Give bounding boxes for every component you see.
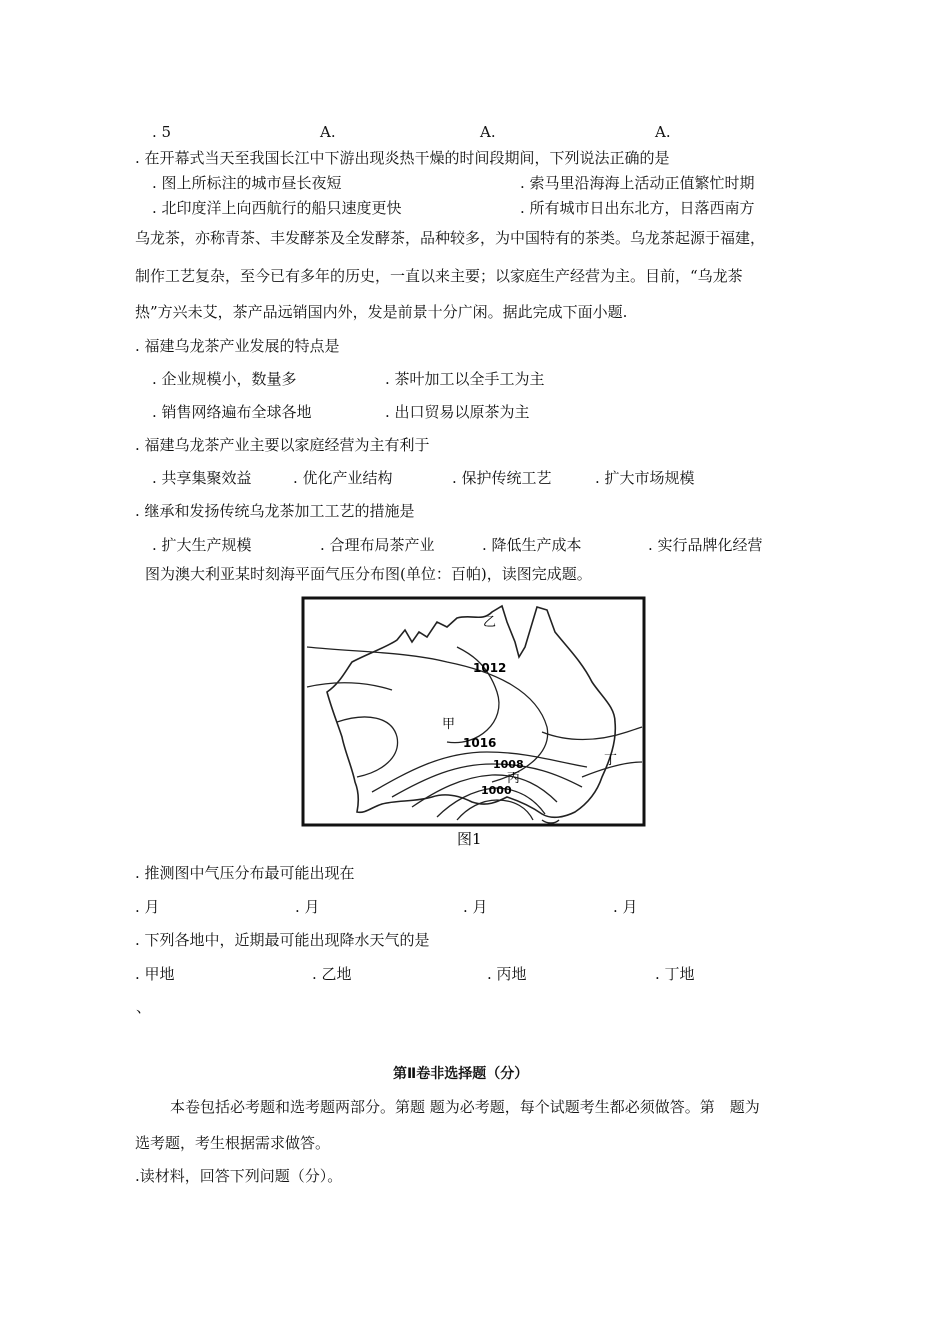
tea-paragraph-line: 制作工艺复杂，至今已有多年的历史，一直以来主要；以家庭生产经营为主。目前，“乌龙茶: [135, 267, 743, 285]
map-label: 丙: [507, 771, 521, 786]
option-c: . 销售网络遍布全球各地: [152, 403, 312, 421]
option-b: . 月: [295, 898, 320, 916]
option-d: . 实行品牌化经营: [648, 536, 763, 554]
option-b: . 索马里沿海海上活动正值繁忙时期: [520, 174, 755, 192]
option-c: A.: [480, 123, 496, 141]
option-a: . 图上所标注的城市昼长夜短: [152, 174, 342, 192]
map-label: 1008: [493, 758, 524, 771]
question-tea-3: . 继承和发扬传统乌龙茶加工工艺的措施是: [135, 502, 415, 520]
tea-paragraph-line: 乌龙茶，亦称青茶、丰发酵茶及全发酵茶，品种较多，为中国特有的茶类。乌龙茶起源于福建，: [135, 229, 766, 247]
section-title: 第Ⅱ卷非选择题（分）: [393, 1066, 529, 1082]
option-d: A.: [655, 123, 671, 141]
option-a: . 月: [135, 898, 160, 916]
option-c: . 北印度洋上向西航行的船只速度更快: [152, 199, 402, 217]
option-a: . 共享集聚效益: [152, 469, 252, 487]
isobar-map-figure: [297, 592, 653, 850]
option-a: . 企业规模小，数量多: [152, 370, 297, 388]
question-period: . 在开幕式当天至我国长江中下游出现炎热干燥的时间段期间，下列说法正确的是: [135, 149, 670, 167]
map-label: 1000: [481, 784, 512, 797]
map-caption: 图1: [457, 830, 482, 848]
option-c: . 月: [463, 898, 488, 916]
stray-mark: 、: [136, 998, 152, 1016]
map-label: 甲: [442, 717, 456, 732]
option-d: . 月: [613, 898, 638, 916]
question-month: . 推测图中气压分布最可能出现在: [135, 864, 355, 882]
map-label: 1012: [473, 661, 507, 675]
question-rain: . 下列各地中，近期最可能出现降水天气的是: [135, 931, 430, 949]
option-b: . 茶叶加工以全手工为主: [385, 370, 545, 388]
question-tea-1: . 福建乌龙茶产业发展的特点是: [135, 337, 340, 355]
option-c: . 保护传统工艺: [452, 469, 552, 487]
option-a: . 扩大生产规模: [152, 536, 252, 554]
option-d: . 出口贸易以原茶为主: [385, 403, 530, 421]
option-b: . 乙地: [312, 965, 352, 983]
option-a: . 5: [152, 123, 172, 141]
map-label: 乙: [483, 615, 497, 630]
question-tea-2: . 福建乌龙茶产业主要以家庭经营为主有利于: [135, 436, 430, 454]
section-paragraph-line: 本卷包括必考题和选考题两部分。第题 题为必考题，每个试题考生都必须做答。第 题为: [170, 1098, 760, 1116]
option-b: . 合理布局茶产业: [320, 536, 435, 554]
option-d: . 扩大市场规模: [595, 469, 695, 487]
option-c: . 丙地: [487, 965, 527, 983]
option-b: A.: [320, 123, 336, 141]
map-frame: [303, 598, 644, 825]
option-a: . 甲地: [135, 965, 175, 983]
question-material: .读材料，回答下列问题（分）。: [135, 1167, 343, 1185]
map-label: 丁: [604, 753, 618, 768]
section-paragraph-line: 选考题，考生根据需求做答。: [135, 1134, 331, 1152]
option-b: . 优化产业结构: [293, 469, 393, 487]
map-label: 1016: [463, 736, 497, 750]
option-d: . 丁地: [655, 965, 695, 983]
option-c: . 降低生产成本: [482, 536, 582, 554]
map-intro: 图为澳大利亚某时刻海平面气压分布图(单位：百帕)，读图完成题。: [145, 565, 592, 583]
option-d: . 所有城市日出东北方，日落西南方: [520, 199, 755, 217]
tea-paragraph-line: 热”方兴未艾，茶产品远销国内外，发是前景十分广闲。据此完成下面小题.: [135, 303, 628, 321]
